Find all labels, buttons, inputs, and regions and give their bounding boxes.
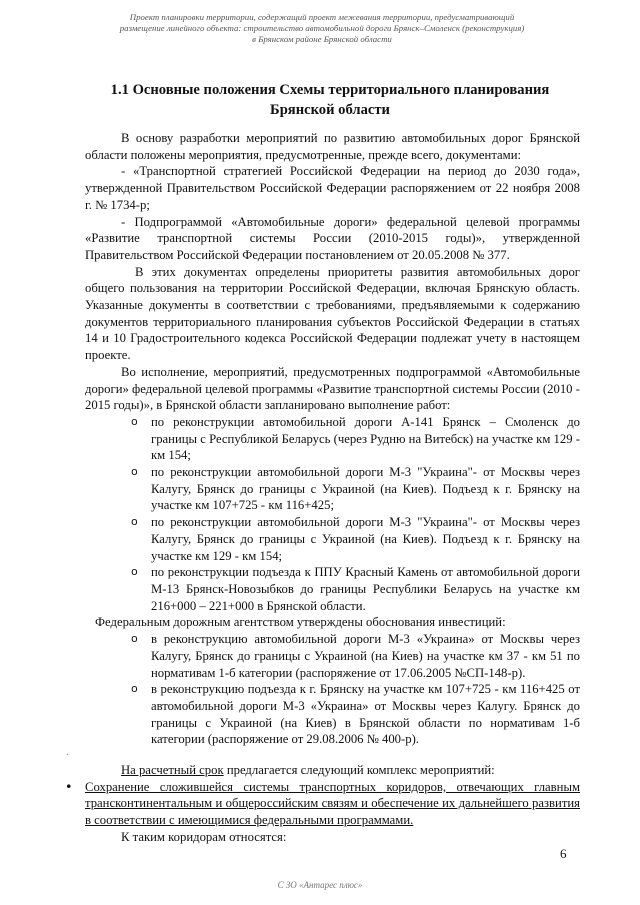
paragraph-corridors-list-intro: К таким коридорам относятся: xyxy=(121,829,287,844)
investment-list xyxy=(85,631,580,748)
paragraph-intro: В основу разработки мероприятий по развитию автомобильных дорог Брянской области положены мероприятия, предусмотренные, прежде всего, документами: xyxy=(85,131,580,162)
paragraph-works-intro: Во исполнение, мероприятий, предусмотренных подпрограммой «Автомобильные дороги» федеральной целевой программы «Развитие транспортной системы России (2010 - 2015 годы)», в Брянской области запланировано выполнение работ: xyxy=(85,364,580,413)
running-header xyxy=(72,12,572,45)
body-text xyxy=(65,130,580,846)
bullet-icon: • xyxy=(65,778,73,794)
running-footer: С ЗО «Антарес плюс» xyxy=(277,880,363,890)
list-item: o в реконструкцию подъезда к г. Брянску на участке км 107+725 - км 116+425 от автомобильной дороги М-3 «Украина» от Москвы через Калугу. Брянск до границы с Украиной (на Киев) в Брянской области по нормативам 1-б категории (распоряжение от 29.08.2006 № 400-р). xyxy=(85,681,580,748)
works-list xyxy=(85,414,580,614)
page-number: 6 xyxy=(560,846,567,861)
section-title xyxy=(80,80,580,120)
term-label: На расчетный срок xyxy=(121,763,224,778)
section-title-line-2: Брянской области xyxy=(270,102,390,118)
paragraph-corridors xyxy=(65,778,580,829)
paragraph-priorities: В этих документах определены приоритеты развития автомобильных дорог общего пользования на территории Российской Федерации, включая Брянскую область. Указанные документы в соответствии с требованиями, предъявляемыми к содержанию документов территориального планирования субъектов Российской Федерации в статьях 14 и 10 Градостроительного кодекса Российской Федерации подлежат учету в настоящем проекте. xyxy=(85,264,580,363)
list-item: o по реконструкции автомобильной дороги М-3 "Украина"- от Москвы через Калугу, Брянск до границы с Украиной (на Киев). Подъезд к г. Брянску на участке км 129 - км 154; xyxy=(85,514,580,564)
section-title-line-1: 1.1 Основные положения Схемы территориального планирования xyxy=(110,82,550,98)
header-line-2: размещение линейного объекта: строительство автомобильной дороги Брянск–Смоленск (реконструкция) xyxy=(119,23,525,33)
paragraph-subprogram: - Подпрограммой «Автомобильные дороги» федеральной целевой программы «Развитие транспортной системы России (2010-2015 годы)», утвержденной Правительством Российской Федерации постановлением от 20.05.2008 № 377. xyxy=(85,214,580,262)
header-line-3: в Брянском районе Брянской области xyxy=(252,34,392,44)
list-item: o по реконструкции подъезда к ППУ Красный Камень от автомобильной дороги М-13 Брянск-Новозыбков до границы Республики Беларусь на участке км 216+000 – 221+000 в Брянской области. xyxy=(85,564,580,614)
paragraph-investments-intro: Федеральным дорожным агентством утверждены обоснования инвестиций: xyxy=(95,615,506,630)
margin-mark: . xyxy=(66,746,69,758)
list-item: o в реконструкцию автомобильной дороги М-3 «Украина» от Москвы через Калугу, Брянск до границы с Украиной (на Киев) на участке км 37 - км 51 по нормативам 1-б категории (распоряжение от 17.06.2005 №СП-148-р). xyxy=(85,631,580,681)
list-item: o по реконструкции автомобильной дороги А-141 Брянск – Смоленск до границы с Республикой Беларусь (через Рудню на Витебск) на участке км 129 - км 154; xyxy=(85,414,580,464)
header-line-1: Проект планировки территории, содержащий проект межевания территории, предусматривающий xyxy=(129,12,515,22)
term-rest: предлагается следующий комплекс мероприятий: xyxy=(223,763,495,778)
list-item: o по реконструкции автомобильной дороги М-3 "Украина"- от Москвы через Калугу, Брянск до границы с Украиной (на Киев). Подъезд к г. Брянску на участке км 107+725 - км 116+425; xyxy=(85,464,580,514)
paragraph-strategy: - «Транспортной стратегией Российской Федерации на период до 2030 года», утвержденной Правительством Российской Федерации распоряжением от 22 ноября 2008 г. № 1734-р; xyxy=(85,164,580,212)
corridors-text: Сохранение сложившейся системы транспортных коридоров, отвечающих главным трансконтинентальным и общероссийским связям и обеспечение их дальнейшего развития в соответствии с имеющимися федеральными программами. xyxy=(85,779,580,828)
paragraph-term xyxy=(85,762,580,779)
spacer xyxy=(85,748,580,762)
